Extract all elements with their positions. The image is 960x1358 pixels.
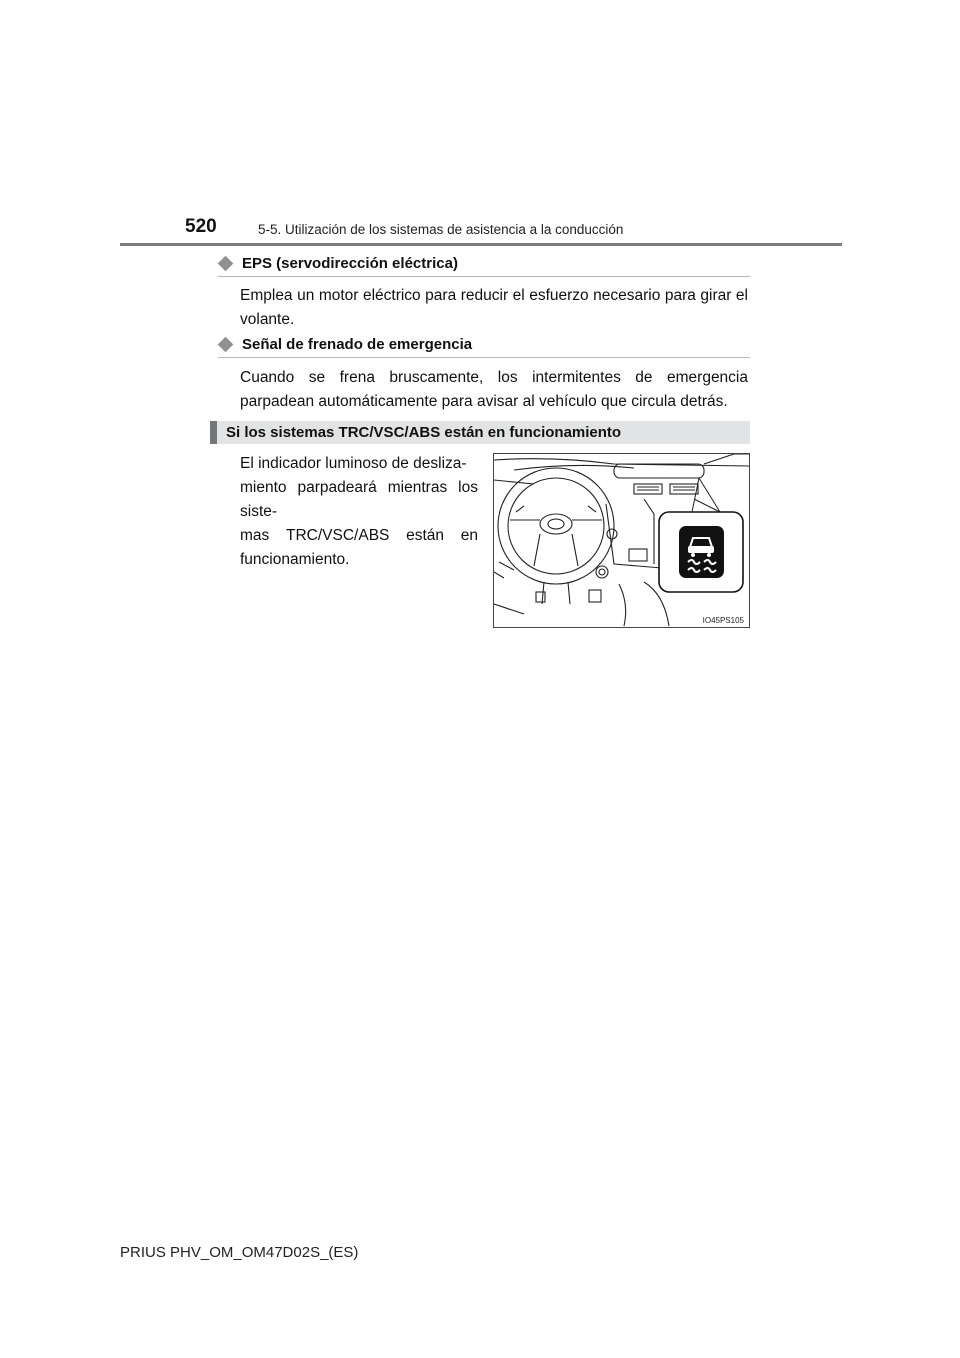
paragraph-trc-line: miento parpadeará mientras los siste- [240,479,478,520]
section-header-trc-text: Si los sistemas TRC/VSC/ABS están en funcionamiento [226,424,622,441]
slip-indicator-icon [679,526,724,578]
page-number: 520 [185,216,217,237]
chapter-title: 5-5. Utilización de los sistemas de asistencia a la conducción [258,222,624,237]
section-header-trc [210,421,750,444]
diamond-bullet-icon [218,337,234,353]
subheading-emergency-brake-signal [218,336,750,358]
paragraph-trc-line: funcionamiento. [240,551,350,568]
subheading-eps-text: EPS (servodirección eléctrica) [242,255,458,272]
paragraph-emergency-brake: Cuando se frena bruscamente, los intermitentes de emergencia parpadean automáticamente para avisar al vehículo que circula detrás. [240,369,748,410]
footer-doc-code: PRIUS PHV_OM_OM47D02S_(ES) [120,1244,359,1261]
dashboard-drawing [494,454,749,627]
figure-id: IO45PS105 [702,616,744,625]
section-accent [210,421,217,444]
paragraph-trc [240,452,478,572]
subheading-emergency-brake-text: Señal de frenado de emergencia [242,336,473,353]
header-rule [120,243,842,246]
diamond-bullet-icon [218,256,234,272]
paragraph-trc-line: El indicador luminoso de desliza- [240,455,467,472]
paragraph-trc-line: mas TRC/VSC/ABS están en [240,527,478,544]
paragraph-eps: Emplea un motor eléctrico para reducir el esfuerzo necesario para girar el volante. [240,287,748,328]
subheading-eps [218,255,750,277]
dashboard-illustration [493,453,750,628]
